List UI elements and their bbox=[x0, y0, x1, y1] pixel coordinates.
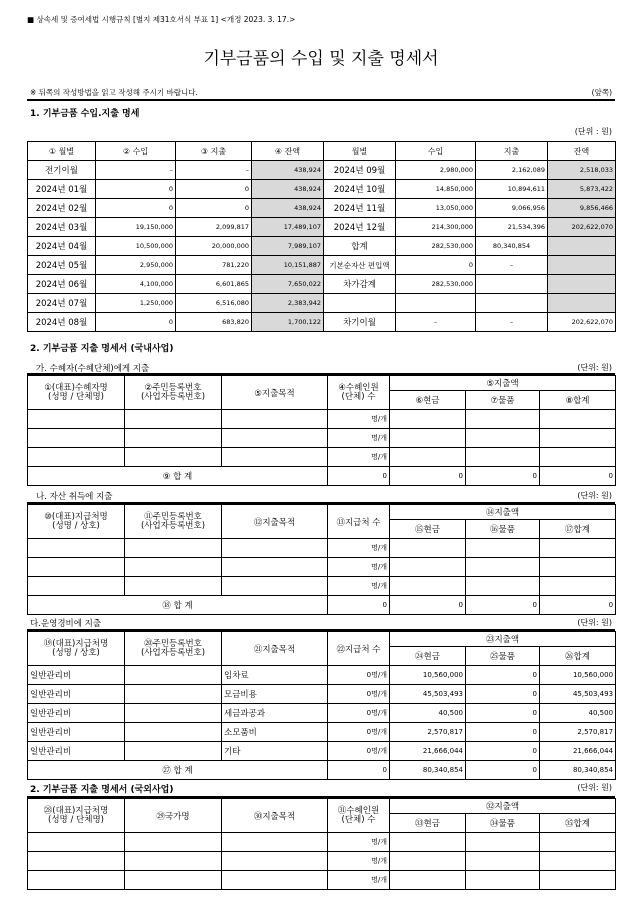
income-cell: 10,500,000 bbox=[96, 237, 176, 256]
col-month: ① 월별 bbox=[28, 142, 96, 161]
section1-unit: (단위 : 원) bbox=[574, 127, 612, 136]
expense-cell: 80,340,854 bbox=[476, 237, 548, 256]
total-cash: 80,340,854 bbox=[390, 761, 466, 780]
sum-cell: 2,570,817 bbox=[540, 723, 616, 742]
beneficiary-cash-header: ⑥현금 bbox=[390, 391, 466, 410]
table-row bbox=[28, 161, 616, 180]
unit-cell: 명/개 bbox=[328, 852, 390, 871]
beneficiary-name-header: ①(대표)수혜자명 (성명 / 단체명) bbox=[28, 376, 125, 410]
asset-sum-header: ⑰합계 bbox=[540, 520, 616, 539]
table-row bbox=[28, 666, 616, 685]
payee-cell: 일반관리비 bbox=[28, 742, 125, 761]
instruction-note: ※ 뒤쪽의 작성방법을 읽고 작성해 주시기 바랍니다. bbox=[30, 88, 198, 97]
law-reference: ■ 상속세 및 증여세법 시행규칙 [별지 제31호서식 부표 1] <개정 2023. 3. 17.> bbox=[27, 15, 296, 24]
asset-id-header: ⑪주민등록번호 (사업자등록번호) bbox=[125, 505, 222, 539]
id-cell bbox=[125, 685, 222, 704]
income-cell: 0 bbox=[96, 313, 176, 332]
sum-cell: 45,503,493 bbox=[540, 685, 616, 704]
total-row bbox=[28, 467, 616, 486]
overseas-sum-header: ㉟합계 bbox=[540, 814, 616, 833]
income-cell: 13,050,000 bbox=[396, 199, 476, 218]
purpose-cell: 세금과공과 bbox=[222, 704, 328, 723]
id-cell bbox=[125, 723, 222, 742]
total-goods: 0 bbox=[466, 467, 540, 486]
page-side: (앞쪽) bbox=[591, 88, 612, 97]
asset-count-header: ⑬지급처 수 bbox=[328, 505, 390, 539]
table-row bbox=[28, 577, 616, 596]
unit-cell: 명/개 bbox=[328, 558, 390, 577]
header-divider bbox=[27, 99, 615, 101]
total-sum: 0 bbox=[540, 596, 616, 615]
income-cell: 14,850,000 bbox=[396, 180, 476, 199]
balance-cell bbox=[548, 237, 616, 256]
col-income-2: 수입 bbox=[396, 142, 476, 161]
month-cell: 2024년 01월 bbox=[28, 180, 96, 199]
expense-cell: – bbox=[176, 161, 252, 180]
total-goods: 0 bbox=[466, 596, 540, 615]
table-row bbox=[28, 871, 616, 890]
table-row bbox=[28, 256, 616, 275]
expense-cell: 0 bbox=[176, 180, 252, 199]
sum-cell: 40,500 bbox=[540, 704, 616, 723]
month-cell: 2024년 04월 bbox=[28, 237, 96, 256]
total-goods: 0 bbox=[466, 761, 540, 780]
expense-cell: 781,220 bbox=[176, 256, 252, 275]
beneficiary-count-header: ④수혜인원 (단체) 수 bbox=[328, 376, 390, 410]
table-row bbox=[28, 448, 616, 467]
total-count: 0 bbox=[328, 467, 390, 486]
cash-cell: 10,560,000 bbox=[390, 666, 466, 685]
income-cell: 282,530,000 bbox=[396, 275, 476, 294]
unit-cell: 명/개 bbox=[328, 833, 390, 852]
month-cell: 2024년 02월 bbox=[28, 199, 96, 218]
beneficiary-table bbox=[27, 375, 616, 486]
expense-cell: – bbox=[476, 256, 548, 275]
balance-cell bbox=[548, 294, 616, 313]
income-cell: 2,980,000 bbox=[396, 161, 476, 180]
balance-cell: 202,622,070 bbox=[548, 218, 616, 237]
section1-title: 1. 기부금품 수입.지출 명세 bbox=[30, 109, 140, 119]
month-cell: 2024년 11월 bbox=[324, 199, 396, 218]
purpose-cell: 소모품비 bbox=[222, 723, 328, 742]
asset-cash-header: ⑮현금 bbox=[390, 520, 466, 539]
beneficiary-sum-header: ⑧합계 bbox=[540, 391, 616, 410]
month-cell: 기본순자산 편입액 bbox=[324, 256, 396, 275]
count-cell: 0명/개 bbox=[328, 723, 390, 742]
income-expense-table bbox=[27, 141, 616, 332]
table-row bbox=[28, 313, 616, 332]
section3-title: 2. 기부금품 지출 명세서 (국외사업) bbox=[30, 785, 174, 795]
overseas-count-header: ㉛수혜인원 (단체) 수 bbox=[328, 799, 390, 833]
unit-cell: 명/개 bbox=[328, 539, 390, 558]
opex-sum-header: ㉖합계 bbox=[540, 647, 616, 666]
section2c-unit: (단위: 원) bbox=[577, 618, 612, 627]
unit-cell: 명/개 bbox=[328, 429, 390, 448]
expense-cell: 9,066,956 bbox=[476, 199, 548, 218]
expense-cell: 20,000,000 bbox=[176, 237, 252, 256]
count-cell: 0명/개 bbox=[328, 704, 390, 723]
balance-cell: 10,151,887 bbox=[252, 256, 324, 275]
opex-goods-header: ㉕물품 bbox=[466, 647, 540, 666]
section2c-title: 다.운영경비에 지출 bbox=[30, 619, 102, 629]
opex-amount-header: ㉓지출액 bbox=[390, 632, 616, 647]
expense-cell: 0 bbox=[176, 199, 252, 218]
overseas-purpose-header: ㉚지출목적 bbox=[222, 799, 328, 833]
opex-count-header: ㉒지급처 수 bbox=[328, 632, 390, 666]
sum-cell: 10,560,000 bbox=[540, 666, 616, 685]
income-cell: 2,950,000 bbox=[96, 256, 176, 275]
balance-cell: 7,650,022 bbox=[252, 275, 324, 294]
payee-cell: 일반관리비 bbox=[28, 704, 125, 723]
count-cell: 0명/개 bbox=[328, 685, 390, 704]
table-row bbox=[28, 742, 616, 761]
month-cell: 2024년 05월 bbox=[28, 256, 96, 275]
balance-cell: 438,924 bbox=[252, 161, 324, 180]
goods-cell: 0 bbox=[466, 704, 540, 723]
beneficiary-amount-header: ⑤지출액 bbox=[390, 376, 616, 391]
operating-expense-table bbox=[27, 631, 616, 780]
total-cash: 0 bbox=[390, 596, 466, 615]
table-row bbox=[28, 429, 616, 448]
overseas-amount-header: ㉜지출액 bbox=[390, 799, 616, 814]
id-cell bbox=[125, 742, 222, 761]
balance-cell: 7,989,107 bbox=[252, 237, 324, 256]
beneficiary-total-label: ⑨ 합 계 bbox=[28, 467, 328, 486]
asset-amount-header: ⑭지출액 bbox=[390, 505, 616, 520]
income-cell: 1,250,000 bbox=[96, 294, 176, 313]
section2a-unit: (단위: 원) bbox=[577, 363, 612, 372]
expense-cell: 2,162,089 bbox=[476, 161, 548, 180]
month-cell: 2024년 09월 bbox=[324, 161, 396, 180]
table-row bbox=[28, 685, 616, 704]
income-cell: 0 bbox=[96, 180, 176, 199]
month-cell: 2024년 03월 bbox=[28, 218, 96, 237]
balance-cell: 438,924 bbox=[252, 180, 324, 199]
table-row bbox=[28, 723, 616, 742]
opex-cash-header: ㉔현금 bbox=[390, 647, 466, 666]
balance-cell bbox=[548, 275, 616, 294]
month-cell: 2024년 07월 bbox=[28, 294, 96, 313]
table-row bbox=[28, 237, 616, 256]
table-row bbox=[28, 275, 616, 294]
total-count: 0 bbox=[328, 761, 390, 780]
table-row bbox=[28, 833, 616, 852]
id-cell bbox=[125, 704, 222, 723]
beneficiary-id-header: ②주민등록번호 (사업자등록번호) bbox=[125, 376, 222, 410]
sum-cell: 21,666,044 bbox=[540, 742, 616, 761]
expense-cell: 2,099,817 bbox=[176, 218, 252, 237]
opex-payee-header: ⑲(대표)지급처명 (성명 / 상호) bbox=[28, 632, 125, 666]
cash-cell: 21,666,044 bbox=[390, 742, 466, 761]
purpose-cell: 임차료 bbox=[222, 666, 328, 685]
income-cell: – bbox=[96, 161, 176, 180]
page-title: 기부금품의 수입 및 지출 명세서 bbox=[203, 49, 439, 69]
purpose-cell: 모금비용 bbox=[222, 685, 328, 704]
expense-cell: 6,601,865 bbox=[176, 275, 252, 294]
unit-cell: 명/개 bbox=[328, 448, 390, 467]
goods-cell: 0 bbox=[466, 685, 540, 704]
month-cell bbox=[324, 294, 396, 313]
asset-purpose-header: ⑫지출목적 bbox=[222, 505, 328, 539]
income-cell: 0 bbox=[96, 199, 176, 218]
count-cell: 0명/개 bbox=[328, 742, 390, 761]
purpose-cell: 기타 bbox=[222, 742, 328, 761]
total-sum: 0 bbox=[540, 467, 616, 486]
income-expense-header bbox=[28, 142, 616, 161]
total-sum: 80,340,854 bbox=[540, 761, 616, 780]
table-row bbox=[28, 218, 616, 237]
opex-purpose-header: ㉑지출목적 bbox=[222, 632, 328, 666]
balance-cell: 2,518,033 bbox=[548, 161, 616, 180]
balance-cell: 202,622,070 bbox=[548, 313, 616, 332]
cash-cell: 40,500 bbox=[390, 704, 466, 723]
overseas-country-header: ㉙국가명 bbox=[125, 799, 222, 833]
overseas-payee-header: ㉘(대표)지급처명 (성명 / 단체명) bbox=[28, 799, 125, 833]
balance-cell bbox=[548, 256, 616, 275]
unit-cell: 명/개 bbox=[328, 410, 390, 429]
overseas-expense-table bbox=[27, 798, 616, 890]
expense-cell bbox=[476, 294, 548, 313]
income-cell: 214,300,000 bbox=[396, 218, 476, 237]
goods-cell: 0 bbox=[466, 742, 540, 761]
income-cell: 0 bbox=[396, 256, 476, 275]
payee-cell: 일반관리비 bbox=[28, 723, 125, 742]
month-cell: 2024년 08월 bbox=[28, 313, 96, 332]
month-cell: 2024년 10월 bbox=[324, 180, 396, 199]
table-row bbox=[28, 704, 616, 723]
month-cell: 전기이월 bbox=[28, 161, 96, 180]
expense-cell bbox=[476, 275, 548, 294]
table-row bbox=[28, 539, 616, 558]
section2b-unit: (단위: 원) bbox=[577, 491, 612, 500]
expense-cell: 683,820 bbox=[176, 313, 252, 332]
expense-cell: – bbox=[476, 313, 548, 332]
section2-title: 2. 기부금품 지출 명세서 (국내사업) bbox=[30, 344, 174, 354]
payee-cell: 일반관리비 bbox=[28, 685, 125, 704]
total-count: 0 bbox=[328, 596, 390, 615]
month-cell: 차기이월 bbox=[324, 313, 396, 332]
table-row bbox=[28, 852, 616, 871]
table-row bbox=[28, 410, 616, 429]
income-cell: 4,100,000 bbox=[96, 275, 176, 294]
income-cell: 19,150,000 bbox=[96, 218, 176, 237]
income-cell: – bbox=[396, 313, 476, 332]
balance-cell: 17,489,107 bbox=[252, 218, 324, 237]
total-row bbox=[28, 761, 616, 780]
cash-cell: 2,570,817 bbox=[390, 723, 466, 742]
balance-cell: 9,856,466 bbox=[548, 199, 616, 218]
balance-cell: 5,873,422 bbox=[548, 180, 616, 199]
overseas-goods-header: ㉞물품 bbox=[466, 814, 540, 833]
opex-id-header: ⑳주민등록번호 (사업자등록번호) bbox=[125, 632, 222, 666]
overseas-cash-header: ㉝현금 bbox=[390, 814, 466, 833]
opex-total-label: ㉗ 합 계 bbox=[28, 761, 328, 780]
beneficiary-purpose-header: ⑤지출목적 bbox=[222, 376, 328, 410]
income-cell: 282,530,000 bbox=[396, 237, 476, 256]
table-row bbox=[28, 199, 616, 218]
balance-cell: 2,383,942 bbox=[252, 294, 324, 313]
count-cell: 0명/개 bbox=[328, 666, 390, 685]
asset-total-label: ⑱ 합 계 bbox=[28, 596, 328, 615]
month-cell: 2024년 06월 bbox=[28, 275, 96, 294]
col-balance: ④ 잔액 bbox=[252, 142, 324, 161]
expense-cell: 10,894,611 bbox=[476, 180, 548, 199]
col-balance-2: 잔액 bbox=[548, 142, 616, 161]
col-income: ② 수입 bbox=[96, 142, 176, 161]
balance-cell: 1,700,122 bbox=[252, 313, 324, 332]
balance-cell: 438,924 bbox=[252, 199, 324, 218]
section2a-title: 가. 수혜자(수혜단체)에게 지출 bbox=[36, 364, 150, 374]
payee-cell: 일반관리비 bbox=[28, 666, 125, 685]
asset-goods-header: ⑯물품 bbox=[466, 520, 540, 539]
cash-cell: 45,503,493 bbox=[390, 685, 466, 704]
month-cell: 2024년 12월 bbox=[324, 218, 396, 237]
month-cell: 합계 bbox=[324, 237, 396, 256]
total-row bbox=[28, 596, 616, 615]
expense-cell: 6,516,080 bbox=[176, 294, 252, 313]
table-row bbox=[28, 294, 616, 313]
asset-acquisition-table bbox=[27, 504, 616, 615]
goods-cell: 0 bbox=[466, 723, 540, 742]
col-expense: ③ 지출 bbox=[176, 142, 252, 161]
asset-payee-header: ⑩(대표)지급처명 (성명 / 상호) bbox=[28, 505, 125, 539]
beneficiary-goods-header: ⑦물품 bbox=[466, 391, 540, 410]
section3-unit: (단위: 원) bbox=[577, 783, 612, 792]
month-cell: 차가감계 bbox=[324, 275, 396, 294]
col-expense-2: 지출 bbox=[476, 142, 548, 161]
goods-cell: 0 bbox=[466, 666, 540, 685]
income-cell bbox=[396, 294, 476, 313]
total-cash: 0 bbox=[390, 467, 466, 486]
unit-cell: 명/개 bbox=[328, 577, 390, 596]
table-row bbox=[28, 180, 616, 199]
expense-cell: 21,534,396 bbox=[476, 218, 548, 237]
unit-cell: 명/개 bbox=[328, 871, 390, 890]
col-month-2: 월별 bbox=[324, 142, 396, 161]
section2b-title: 나. 자산 취득에 지출 bbox=[36, 492, 113, 502]
id-cell bbox=[125, 666, 222, 685]
table-row bbox=[28, 558, 616, 577]
